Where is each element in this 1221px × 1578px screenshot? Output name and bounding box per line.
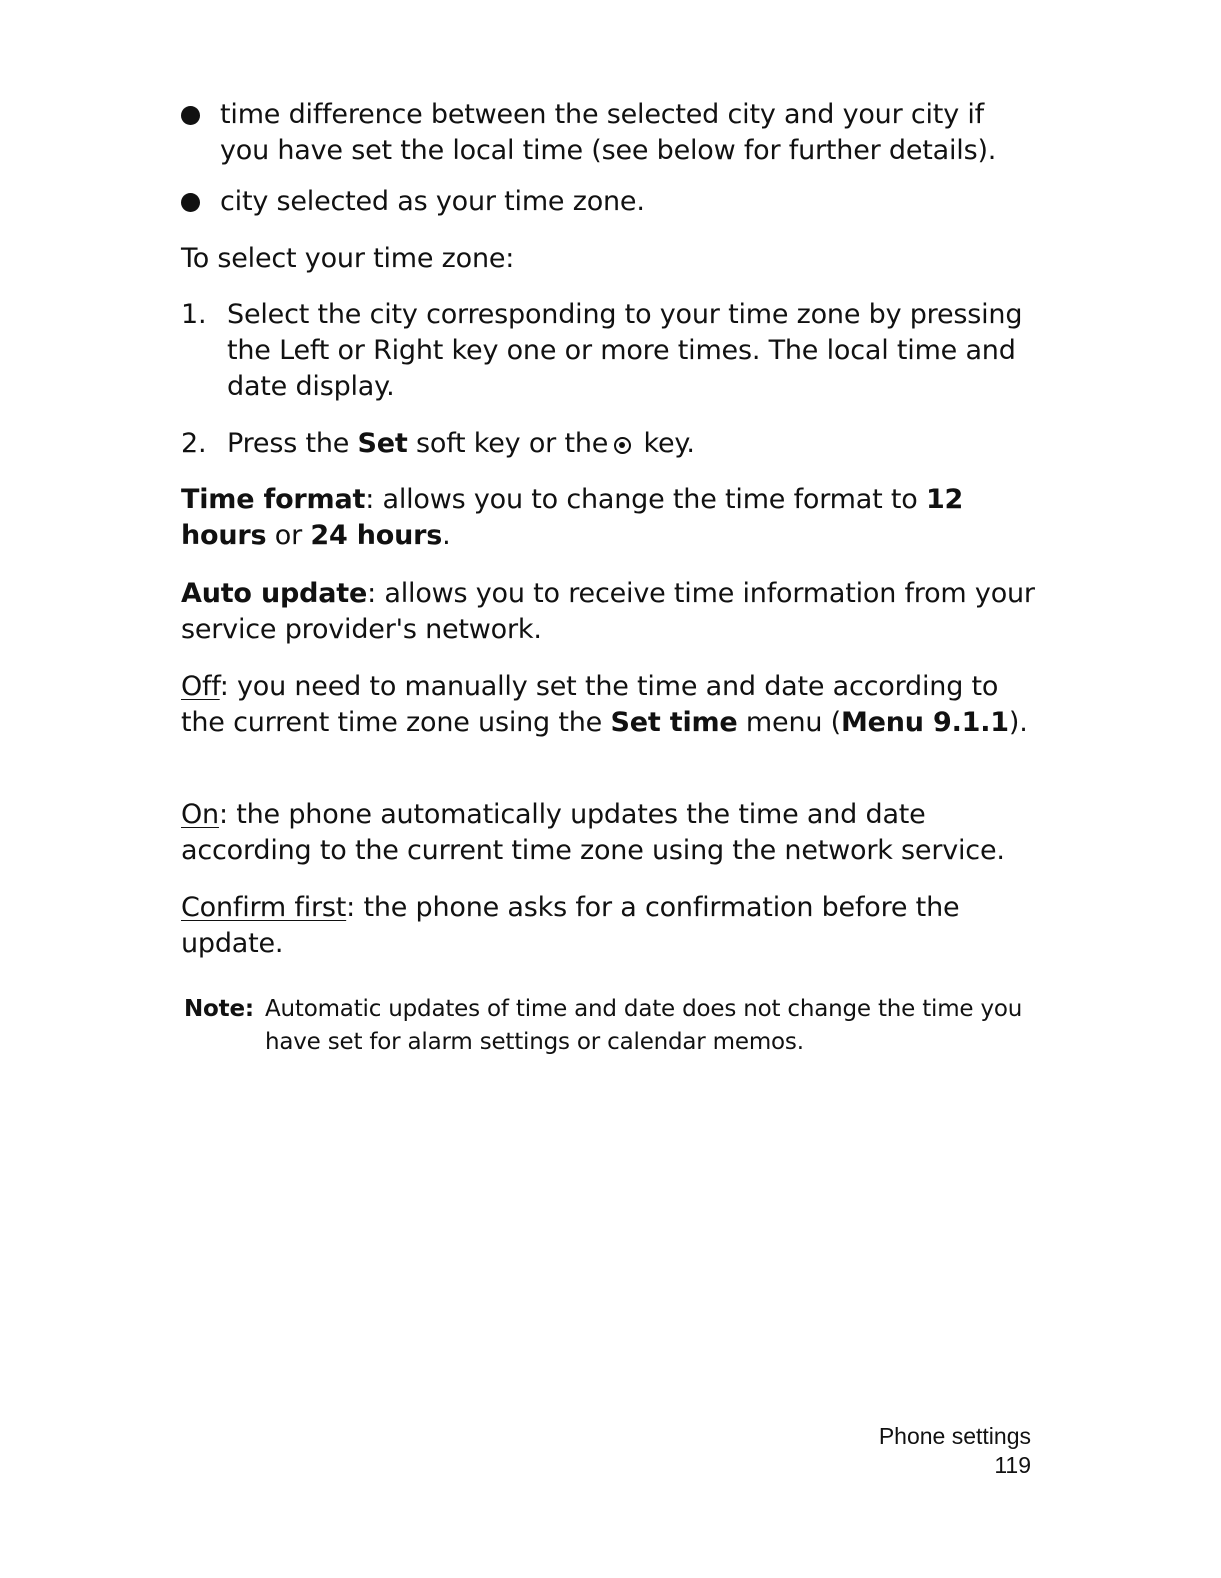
set-softkey-label: Set [357, 428, 408, 459]
footer-section-title: Phone settings [878, 1423, 1031, 1449]
off-term: Off [181, 671, 220, 702]
note-block [184, 993, 1044, 1059]
step-2 [181, 426, 1041, 462]
note-text: Automatic updates of time and date does not change the time you have set for alarm settings or calendar memos. [265, 996, 1023, 1055]
bullet-item-city-selected [181, 184, 1041, 220]
step-text-part: soft key or the [407, 428, 609, 459]
bullet-text: city selected as your time zone. [220, 186, 645, 217]
bullet-item-time-difference [181, 97, 1041, 169]
paragraph-text: : the phone automatically updates the time and date according to the current time zone using the network service. [181, 799, 1005, 866]
step-text [227, 426, 1041, 462]
option-24-hours: 24 hours [310, 520, 443, 551]
confirm-first-paragraph [181, 890, 1041, 962]
step-text-part: key. [635, 428, 695, 459]
auto-update-paragraph [181, 576, 1041, 648]
paragraph-text: : allows you to change the time format to [365, 484, 926, 515]
time-format-paragraph [181, 482, 1041, 554]
time-format-term: Time format [181, 484, 366, 515]
paragraph-text: : you need to manually set the time and date according to the current time zone using the [181, 671, 999, 738]
off-option-paragraph [181, 669, 1041, 741]
note-label: Note: [184, 996, 254, 1022]
ok-key-icon [614, 437, 631, 454]
bullet-text: time difference between the selected city and your city if you have set the local time (see below for further details). [220, 99, 997, 166]
page-footer [879, 1422, 1031, 1480]
paragraph-text: menu ( [737, 707, 841, 738]
on-term: On [181, 799, 219, 830]
page-number: 119 [994, 1452, 1031, 1478]
paragraph-text: : the phone asks for a confirmation before the update. [181, 892, 960, 959]
on-option-paragraph [181, 797, 1041, 869]
confirm-first-term: Confirm first [181, 892, 347, 923]
step-1 [181, 297, 1041, 405]
paragraph-text: ). [1008, 707, 1028, 738]
step-text: Select the city corresponding to your time zone by pressing the Left or Right key one or more times. The local time and date display. [227, 299, 1023, 402]
intro-text: To select your time zone: [181, 243, 515, 274]
bullet-icon [181, 106, 200, 125]
paragraph-text: . [442, 520, 451, 551]
step-text-part: Press the [227, 428, 358, 459]
option-12-hours: 12 hours [181, 484, 964, 551]
menu-reference: Menu 9.1.1 [840, 707, 1009, 738]
auto-update-term: Auto update [181, 578, 368, 609]
step-number: 1. [181, 299, 207, 330]
paragraph-text: : allows you to receive time information from your service provider's network. [181, 578, 1035, 645]
bullet-icon [181, 193, 200, 212]
set-time-menu-label: Set time [610, 707, 738, 738]
step-number: 2. [181, 428, 207, 459]
paragraph-text: or [266, 520, 311, 551]
